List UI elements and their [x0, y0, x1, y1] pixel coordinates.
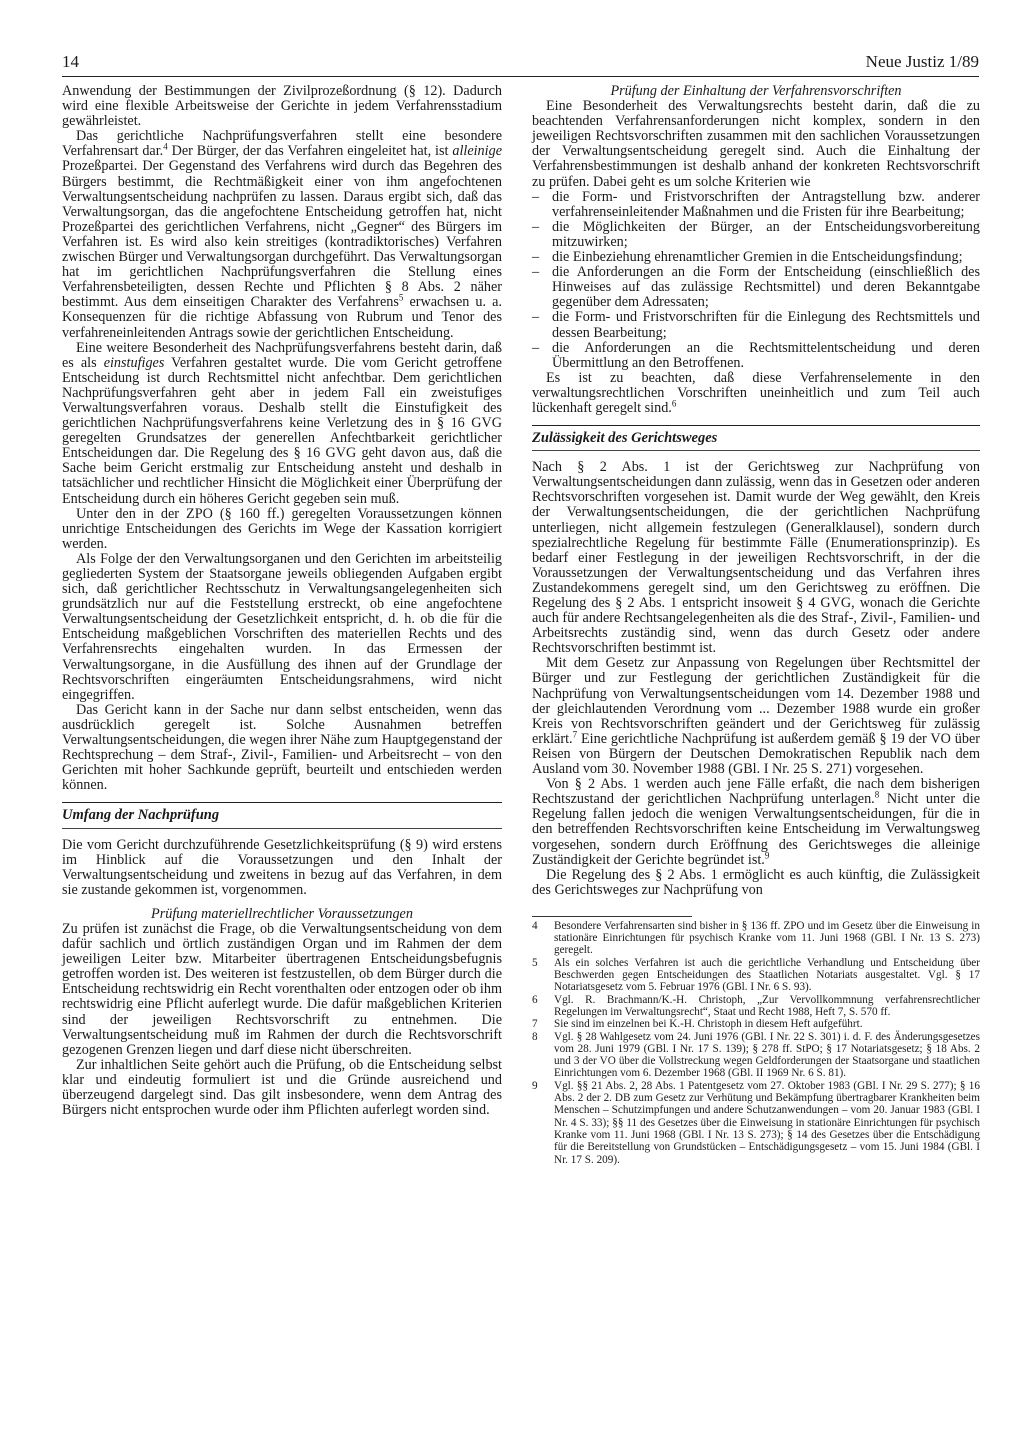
section-title: Umfang der Nachprüfung	[62, 807, 220, 824]
criteria-list	[532, 190, 980, 371]
paragraph: Nach § 2 Abs. 1 ist der Gerichtsweg zur Nachprüfung von Verwaltungsentscheidungen dann zulässig, wenn das in Gesetzen oder anderen Rechtsvorschriften vorgesehen ist. Damit wurde der Weg gewählt, den Kreis der Verwaltungsentscheidungen, die der gerichtlichen Nachprüfung unterliegen, nicht allgemein festzulegen (Generalklausel), sondern durch spezialrechtliche Regelung für bestimmte Fälle (Enumerationsprinzip). Es bedarf einer Festlegung in der jeweiligen Rechtsvorschrift, in der die Voraussetzungen der Verwaltungsentscheidung und das Verfahren ihres Zustandekommens geregelt sind, um den Gerichtsweg zu eröffnen. Die Regelung des § 2 Abs. 1 entspricht insoweit § 4 GVG, wonach die Gerichte auch für andere Rechtsangelegenheiten als die des Straf-, Zivil-, Familien- und Arbeitsrechts zuständig sind, wenn das durch Gesetz oder andere Rechtsvorschriften bestimmt ist.	[532, 459, 980, 657]
footnote-ref: 8	[874, 789, 880, 800]
paragraph: Das Gericht kann in der Sache nur dann selbst entscheiden, wenn das ausdrücklich geregelt ist. Solche Ausnahmen betreffen Verwaltungsentscheidungen, die wegen ihrer Nähe zum Hauptgegenstand der Rechtsprechung – dem Straf-, Zivil-, Familien- und Arbeitsrecht – von den Gerichten mit hoher Sachkunde geprüft, beurteilt und entschieden werden können.	[62, 701, 502, 794]
list-item: – die Möglichkeiten der Bürger, an der Entscheidungsvorbereitung mitzuwirken;	[532, 220, 980, 250]
paragraph: Anwendung der Bestimmungen der Zivilprozeßordnung (§ 12). Dadurch wird eine flexible Arbeitsweise der Gerichte in jedem Verfahrensstadium gewährleistet.	[62, 83, 502, 130]
list-item: – die Einbeziehung ehrenamtlicher Gremien in die Entscheidungsfindung;	[532, 250, 980, 265]
section-heading-umfang	[62, 802, 502, 828]
footnote: 9 Vgl. §§ 21 Abs. 2, 28 Abs. 1 Patentgesetz vom 27. Oktober 1983 (GBl. I Nr. 29 S. 277); § 16 Abs. 2 der 2. DB zum Gesetz zur Verhütung und Bekämpfung übertragbarer Krankheiten beim Menschen – Schutzimpfungen und andere Schutzanwendungen – vom 20. Januar 1983 (GBl. I Nr. 4 S. 33); §§ 11 des Gesetzes über die Einweisung in stationäre Einrichtungen für psychisch Kranke vom 11. Juni 1968 (GBl. I Nr. 13 S. 273); § 14 des Gesetzes über die Entschädigung für die Bereitstellung von Grundstücken – Entschädigungsgesetz – vom 15. Juni 1984 (GBl. I Nr. 17 S. 209).	[532, 1079, 980, 1166]
paragraph: Von § 2 Abs. 1 werden auch jene Fälle erfaßt, die nach dem bisherigen Rechtszustand der gerichtlichen Nachprüfung unterlagen.$^8$ Nicht unter die Regelung fallen jedoch die wenigen Verwaltungsentscheidungen, für die in den betreffenden Rechtsvorschriften keine Entscheidung im Verwaltungsweg vorgesehen, sondern durch Eröffnung des Gerichtsweges die alleinige Zuständigkeit der Gerichte begründet ist.$^9$	[532, 776, 980, 868]
paragraph: Das gerichtliche Nachprüfungsverfahren stellt eine besondere Verfahrensart dar.$^4$ Der Bürger, der das Verfahren eingeleitet hat, ist alleinige Prozeßpartei. Der Gegenstand des Verfahrens wird durch das Begehren des Bürgers bestimmt, die Rechtmäßigkeit einer von ihm angefochtenen Verwaltungsentscheidung nachprüfen zu lassen. Daraus ergibt sich, daß das Verwaltungsorgan, das die angefochtene Entscheidung getroffen hat, nicht Prozeßpartei des gerichtlichen Verfahrens, nicht „Gegner“ des Bürgers im Verfahren ist. Es wird also kein streitiges (kontradiktorisches) Verfahren zwischen Bürger und Verwaltungsorgan durchgeführt. Das Verwaltungsorgan hat im gerichtlichen Nachprüfungsverfahren die Stellung eines Verfahrensbeteiligten, dessen Rechte und Pflichten § 8 Abs. 2 näher bestimmt. Aus dem einseitigen Charakter des Verfahrens$^5$ erwachsen u. a. Konsequenzen für die richtige Abfassung von Rubrum und Tenor des verfahreneinleitenden Antrags sowie der gerichtlichen Entscheidung.	[62, 128, 502, 341]
footnote-ref: 5	[398, 292, 404, 303]
journal-title: Neue Justiz 1/89	[865, 52, 979, 71]
footnote: 8 Vgl. § 28 Wahlgesetz vom 24. Juni 1976 (GBl. I Nr. 22 S. 301) i. d. F. des Änderungsgesetzes vom 28. Juni 1979 (GBl. I Nr. 17 S. 139); § 278 ff. StPO; § 17 Notariatsgesetz; § 18 Abs. 2 und 3 der VO über die Vollstreckung wegen Geldforderungen der Staatsorgane und staatlichen Einrichtungen vom 6. Dezember 1968 (GBl. II 1969 Nr. 6 S. 81).	[532, 1030, 980, 1080]
footnotes	[532, 920, 980, 1166]
page-header	[62, 52, 979, 74]
page-number: 14	[62, 52, 79, 71]
list-item: – die Form- und Fristvorschriften der Antragstellung bzw. anderer verfahrenseinleitender Maßnahmen und die Fristen für ihre Bearbeitung;	[532, 190, 980, 220]
right-column	[532, 84, 980, 1166]
paragraph: Die vom Gericht durchzuführende Gesetzlichkeitsprüfung (§ 9) wird erstens im Hinblick auf die Voraussetzungen und den Inhalt der Verwaltungsentscheidung und zweitens in bezug auf das Verfahren, in dem sie zustande gekommen ist, vorgenommen.	[62, 836, 502, 898]
paragraph: Zu prüfen ist zunächst die Frage, ob die Verwaltungsentscheidung von dem dafür sachlich und örtlich zuständigen Organ und im Rahmen der dem jeweiligen Leiter bzw. Mitarbeiter übertragenen Entscheidungsbefugnis getroffen worden ist. Des weiteren ist festzustellen, ob dem Bürger durch die Entscheidung rechtswidrig ein Recht vorenthalten oder entzogen oder ob ihm rechtswidrig eine Pflicht auferlegt wurde. Die dafür maßgeblichen Kriterien sind der jeweiligen Rechtsvorschrift zu entnehmen. Die Verwaltungsentscheidung muß im Rahmen der durch die Rechtsvorschrift gezogenen Grenzen liegen und darf diese nicht überschreiten.	[62, 920, 502, 1058]
footnote: 6 Vgl. R. Brachmann/K.-H. Christoph, „Zur Vervollkommnung verfahrensrechtlicher Regelungen im Verwaltungsrecht“, Staat und Recht 1988, Heft 7, S. 570 ff.	[532, 993, 980, 1018]
footnote-ref: 9	[764, 849, 770, 860]
footnote-ref: 6	[671, 398, 677, 409]
footnote: 7 Sie sind im einzelnen bei K.-H. Christoph in diesem Heft aufgeführt.	[532, 1018, 863, 1031]
section-heading-zulaessigkeit	[532, 425, 980, 451]
paragraph: Zur inhaltlichen Seite gehört auch die Prüfung, ob die Entscheidung selbst klar und eindeutig formuliert ist und die Gründe ausreichend und überzeugend dargelegt sind. Das gilt insbesondere, wenn dem Antrag des Bürgers nicht entsprochen wurde oder ihm Pflichten auferlegt worden sind.	[62, 1056, 502, 1119]
header-rule	[62, 76, 979, 77]
paragraph: Unter den in der ZPO (§ 160 ff.) geregelten Voraussetzungen können unrichtige Entscheidungen des Gerichts im Wege der Kassation korrigiert werden.	[62, 505, 502, 552]
list-item: – die Anforderungen an die Rechtsmittelentscheidung und deren Übermittlung an den Betroffenen.	[532, 341, 980, 371]
footnote: 4 Besondere Verfahrensarten sind bisher in § 136 ff. ZPO und im Gesetz über die Einweisung in stationäre Einrichtungen für psychisch Kranke vom 11. Juni 1968 (GBl. I Nr. 13 S. 273) geregelt.	[532, 919, 980, 957]
footnote-ref: 7	[572, 729, 578, 740]
subheading: Prüfung materiellrechtlicher Voraussetzungen	[151, 905, 413, 922]
paragraph: Die Regelung des § 2 Abs. 1 ermöglicht es auch künftig, die Zulässigkeit des Gerichtsweges zur Nachprüfung von	[532, 866, 980, 898]
paragraph: Mit dem Gesetz zur Anpassung von Regelungen über Rechtsmittel der Bürger und zur Festlegung der gerichtlichen Zuständigkeit für die Nachprüfung von Verwaltungsentscheidungen vom 14. Dezember 1988 und der gleichlautenden Verordnung vom ... Dezember 1988 wurde ein großer Kreis von Rechtsvorschriften geändert und der Gerichtsweg für zulässig erklärt.$^7$ Eine gerichtliche Nachprüfung ist außerdem gemäß § 19 der VO über Reisen von Bürgern der Deutschen Demokratischen Republik nach dem Ausland vom 30. November 1988 (GBl. I Nr. 25 S. 271) vorgesehen.	[532, 655, 980, 778]
footnote: 5 Als ein solches Verfahren ist auch die gerichtliche Verhandlung und Entscheidung über Beschwerden gegen Entscheidungen des Staatlichen Notariats ausgestaltet. Vgl. § 17 Notariatsgesetz vom 5. Februar 1976 (GBl. I Nr. 6 S. 93).	[532, 956, 980, 994]
paragraph: Es ist zu beachten, daß diese Verfahrenselemente in den verwaltungsrechtlichen Vorschriften uneinheitlich und zum Teil auch lückenhaft geregelt sind.$^6$	[532, 369, 980, 416]
list-item: – die Anforderungen an die Form der Entscheidung (einschließlich des Hinweises auf das zulässige Rechtsmittel) und deren Bekanntgabe gegenüber dem Adressaten;	[532, 265, 980, 310]
footnote-ref: 4	[163, 141, 168, 152]
paragraph: Als Folge der den Verwaltungsorganen und den Gerichten im arbeitsteilig gegliederten System der Staatsorgane jeweils obliegenden Aufgaben ergibt sich, daß gerichtlicher Rechtsschutz in Verwaltungsangelegenheiten sich grundsätzlich nur auf die Feststellung erstreckt, ob eine angefochtene Verwaltungsentscheidung der Gesetzlichkeit entspricht, d. h. ob die für die Entscheidung maßgeblichen Vorschriften des materiellen Rechts und des Verfahrensrechts eingehalten wurden. In das Ermessen der Verwaltungsorgane, in die Ausfüllung des ihnen auf der Grundlage der Rechtsvorschriften eingeräumten Entscheidungsrahmens, wird nicht eingegriffen.	[62, 550, 502, 703]
section-title: Zulässigkeit des Gerichtsweges	[532, 430, 718, 447]
left-column	[62, 84, 502, 1118]
paragraph: Eine Besonderheit des Verwaltungsrechts besteht darin, daß die zu beachtenden Verfahrensanforderungen nicht komplex, sondern in den jeweiligen Rechtsvorschriften zusammen mit den sachlichen Voraussetzungen der Verwaltungsentscheidung geregelt sind. Auch die Einhaltung der Verfahrensbestimmungen ist deshalb anhand der konkreten Rechtsvorschrift zu prüfen. Dabei geht es um solche Kriterien wie	[532, 98, 980, 190]
subheading: Prüfung der Einhaltung der Verfahrensvorschriften	[610, 83, 902, 99]
paragraph: Eine weitere Besonderheit des Nachprüfungsverfahrens besteht darin, daß es als einstufiges Verfahren gestaltet wurde. Die vom Gericht getroffene Entscheidung ist durch Rechtsmittel nicht anfechtbar. Dem gerichtlichen Nachprüfungsverfahren geht aber in jedem Fall ein zweistufiges Verwaltungsverfahren voraus. Deshalb stellt die Einstufigkeit des gerichtlichen Nachprüfungsverfahrens keine Verletzung des in § 16 GVG geregelten Grundsatzes der generellen Anfechtbarkeit gerichtlicher Entscheidungen dar. Die Regelung des § 16 GVG geht davon aus, daß die Sache beim Gericht erstmalig zur Entscheidung ansteht und deshalb in tatsächlicher und rechtlicher Hinsicht die Möglichkeit einer Überprüfung der Entscheidung durch ein höheres Gericht gegeben sein muß.	[62, 339, 502, 507]
list-item: – die Form- und Fristvorschriften für die Einlegung des Rechtsmittels und dessen Bearbeitung;	[532, 310, 980, 340]
